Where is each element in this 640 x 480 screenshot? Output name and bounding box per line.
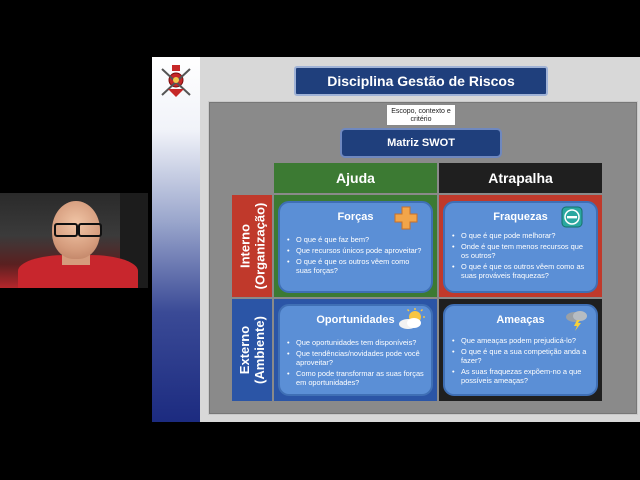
plus-icon [394, 206, 418, 230]
slide-title: Disciplina Gestão de Riscos [294, 66, 548, 96]
ajuda-header: Ajuda [336, 170, 375, 186]
ameacas-item: • Que ameaças podem prejudicá-lo? [451, 336, 590, 345]
oportunidades-item: • Como pode transformar as suas forças em oportunidades? [286, 369, 425, 387]
presenter-glasses [52, 223, 102, 233]
forcas-item: • O que é que os outros vêem como suas forças? [286, 257, 425, 275]
presentation-slide [152, 57, 640, 422]
storm-cloud-icon [565, 309, 589, 331]
fraquezas-box [443, 201, 598, 293]
interno-label-line2: (Organização) [252, 202, 267, 290]
interno-label [232, 195, 272, 297]
swot-matrix-title: Matriz SWOT [340, 128, 502, 158]
minus-icon [561, 206, 583, 228]
sun-cloud-icon [398, 308, 426, 330]
ameacas-item: • As suas fraquezas expõem-no a que possíveis ameaças? [451, 367, 590, 385]
webcam-video [0, 193, 148, 288]
forcas-item: • Que recursos únicos pode aproveitar? [286, 246, 425, 255]
slide-sidebar [152, 57, 200, 422]
ameacas-box [443, 304, 598, 396]
fraquezas-item: • Onde é que tem menos recursos que os outros? [451, 242, 590, 260]
forcas-title: Forças [337, 211, 374, 223]
forcas-item: • O que é que faz bem? [286, 235, 425, 244]
interno-label-line1: Interno [237, 223, 252, 269]
ameacas-title: Ameaças [496, 314, 545, 326]
oportunidades-title: Oportunidades [316, 314, 395, 326]
oportunidades-box [278, 304, 433, 396]
fraquezas-item: • O que é que os outros vêem como as suas prováveis fraquezas? [451, 262, 590, 280]
escopo-box: Escopo, contexto e critério [386, 104, 456, 126]
fire-department-emblem-icon [158, 63, 194, 99]
fraquezas-item: • O que é que pode melhorar? [451, 231, 590, 240]
fraquezas-title: Fraquezas [493, 211, 548, 223]
externo-label [232, 299, 272, 401]
forcas-box [278, 201, 433, 293]
externo-label-line1: Externo [237, 325, 253, 375]
externo-label-line2: (Ambiente) [252, 316, 268, 384]
atrapalha-header: Atrapalha [488, 170, 553, 186]
oportunidades-item: • Que tendências/novidades pode você aproveitar? [286, 349, 425, 367]
ameacas-item: • O que é que a sua competição anda a fazer? [451, 347, 590, 365]
oportunidades-item: • Que oportunidades tem disponíveis? [286, 338, 425, 347]
